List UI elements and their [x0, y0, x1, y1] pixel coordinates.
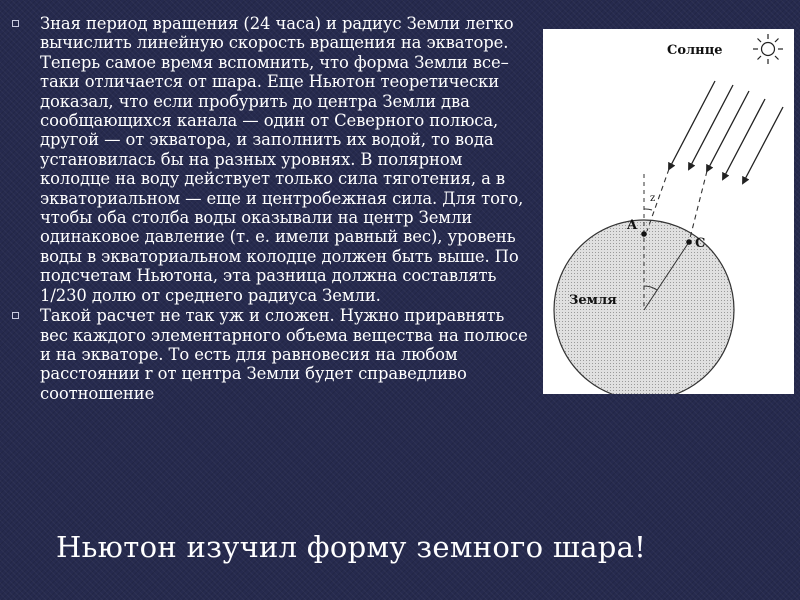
text-block: [12, 14, 536, 404]
paragraph-1: [12, 14, 536, 305]
paragraph-2: [12, 306, 536, 403]
point-c-label: C: [695, 236, 706, 251]
solar-rays: [669, 81, 783, 183]
point-a-label: A: [627, 218, 638, 233]
earth-label: Земля: [569, 293, 617, 308]
point-a: [641, 231, 647, 237]
bullet-icon: [12, 20, 19, 27]
sun-label: Солнце: [667, 43, 723, 58]
sun-icon: [753, 34, 783, 64]
bullet-icon: [12, 312, 19, 319]
zenith-angle-arc: [644, 209, 652, 210]
angle-label: z: [650, 193, 656, 204]
slide-title: Ньютон изучил форму земного шара!: [56, 530, 647, 564]
paragraph-1-text: Зная период вращения (24 часа) и радиус Земли легко вычислить линейную скорость вращения на экваторе. Теперь самое время вспомнить, что форма Земли все–таки отличается от шара. Еще Ньютон теоретически доказал, что если пробурить до центра Земли два сообщающихся канала — один от Северного полюса, другой — от экватора, и заполнить их водой, то вода установилась бы на разных уровнях. В полярном колодце на воду действует только сила тяготения, а в экваториальном — еще и центробежная сила. Для того, чтобы оба столба воды оказывали на центр Земли одинаковое давление (т. е. имели равный вес), уровень воды в экваториальном колодце должен быть выше. По подсчетам Ньютона, эта разница должна составлять 1/230 долю от среднего радиуса Земли.: [40, 14, 524, 305]
earth-sun-diagram: [543, 29, 794, 394]
paragraph-2-text: Такой расчет не так уж и сложен. Нужно приравнять вес каждого элементарного объема вещества на полюсе и на экваторе. То есть для равновесия на любом расстоянии r от центра Земли будет справедливо соотношение: [40, 306, 528, 403]
diagram-svg: [543, 29, 794, 394]
point-c: [686, 239, 692, 245]
